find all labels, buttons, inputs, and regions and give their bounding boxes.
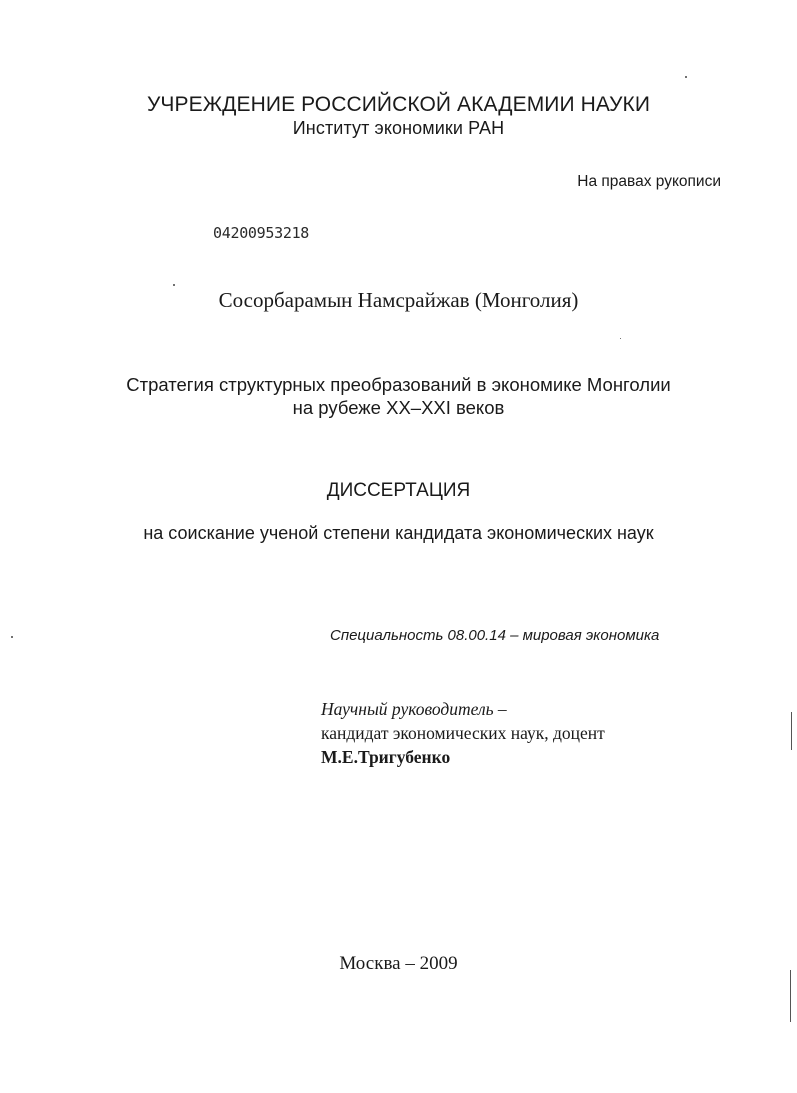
organization-name: УЧРЕЖДЕНИЕ РОССИЙСКОЙ АКАДЕМИИ НАУКИ [146,93,651,116]
manuscript-note: На правах рукописи [577,173,721,190]
scan-speck [620,338,621,339]
scan-speck [685,76,687,78]
registration-number: 04200953218 [213,224,310,242]
title-line-2: на рубеже XX–XXI веков [292,397,505,418]
scan-edge-mark [791,712,792,750]
city-year: Москва – 2009 [339,953,458,974]
degree-line: на соискание ученой степени кандидата экономических наук [143,523,654,543]
scan-speck [173,284,175,286]
supervisor-degree: кандидат экономических наук, доцент [321,723,605,743]
document-type: ДИССЕРТАЦИЯ [326,480,471,501]
supervisor-role: Научный руководитель – [321,699,507,719]
institute-name: Институт экономики РАН [292,118,505,138]
supervisor-block [321,697,605,769]
title-line-1: Стратегия структурных преобразований в экономике Монголии [126,374,671,395]
speciality: Специальность 08.00.14 – мировая экономика [330,627,660,644]
scan-speck [11,636,13,638]
author-name: Сосорбарамын Намсрайжав (Монголия) [218,288,579,312]
supervisor-name: М.Е.Тригубенко [321,747,451,767]
scan-edge-mark [790,970,791,1022]
organization-header [0,93,797,139]
dissertation-title [0,373,797,419]
